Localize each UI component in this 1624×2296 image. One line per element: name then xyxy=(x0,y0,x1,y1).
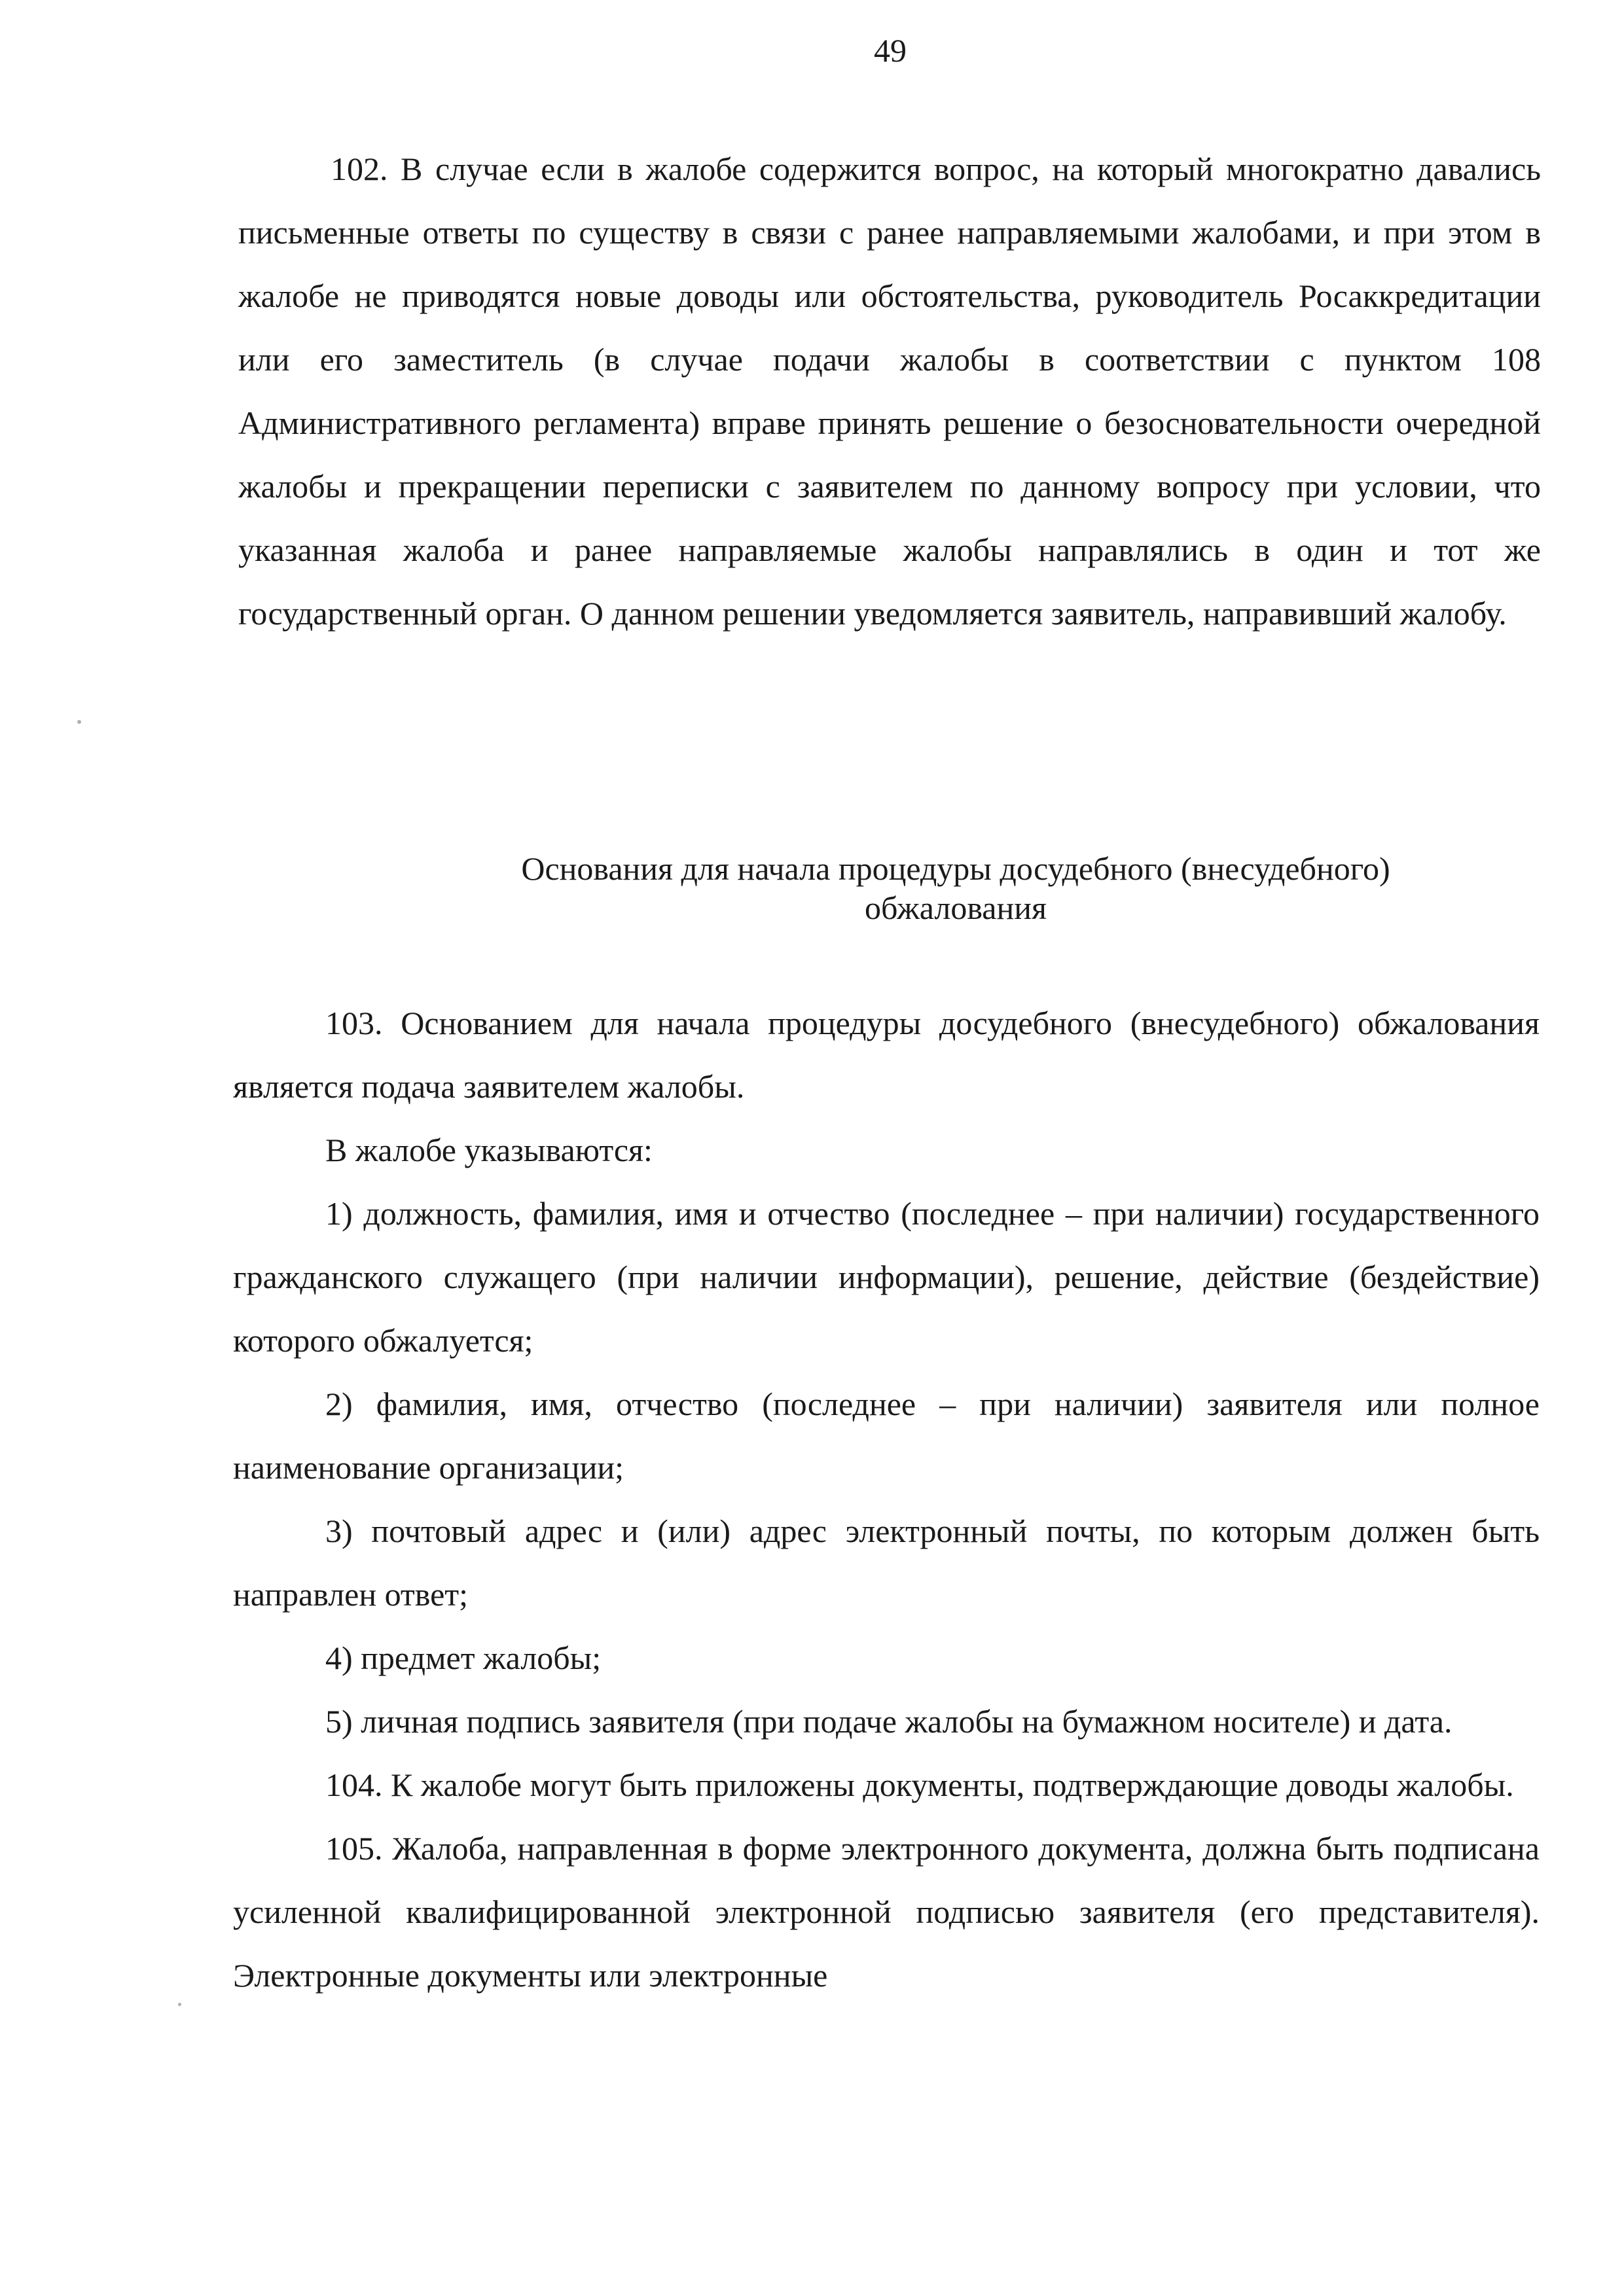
paragraph-complaint-contents-intro: В жалобе указываются: xyxy=(325,1132,653,1168)
section-heading-line1: Основания для начала процедуры досудебного (внесудебного) xyxy=(521,850,1390,887)
paragraph-block-102 xyxy=(238,137,1541,645)
list-item-2: 2) фамилия, имя, отчество (последнее – при наличии) заявителя или полное наименование организации; xyxy=(233,1386,1540,1486)
scan-speck xyxy=(77,720,81,724)
list-item-1: 1) должность, фамилия, имя и отчество (последнее – при наличии) государственного гражданского служащего (при наличии информации), решение, действие (бездействие) которого обжалуется; xyxy=(233,1195,1540,1359)
paragraph-103: 103. Основанием для начала процедуры досудебного (внесудебного) обжалования является подача заявителем жалобы. xyxy=(233,1005,1540,1105)
paragraph-104: 104. К жалобе могут быть приложены документы, подтверждающие доводы жалобы. xyxy=(325,1767,1514,1803)
section-heading-line2: обжалования xyxy=(865,889,1047,926)
paragraph-102: 102. В случае если в жалобе содержится вопрос, на который многократно давались письменные ответы по существу в связи с ранее направляемыми жалобами, и при этом в жалобе не приводятся новые доводы или обстоятельства, руководитель Росаккредитации или его заместитель (в случае подачи жалобы в соответствии с пунктом 108 Административного регламента) вправе принять решение о безосновательности очередной жалобы и прекращении переписки с заявителем по данному вопросу при условии, что указанная жалоба и ранее направляемые жалобы направлялись в один и тот же государственный орган. О данном решении уведомляется заявитель, направивший жалобу. xyxy=(238,151,1541,632)
page-number: 49 xyxy=(874,32,907,69)
list-item-4: 4) предмет жалобы; xyxy=(325,1640,602,1676)
paragraph-block-main xyxy=(233,992,1540,2007)
paragraph-105: 105. Жалоба, направленная в форме электронного документа, должна быть подписана усиленной квалифицированной электронной подписью заявителя (его представителя). Электронные документы или электронные xyxy=(233,1830,1540,1994)
scan-speck xyxy=(178,2003,181,2006)
list-item-5: 5) личная подпись заявителя (при подаче жалобы на бумажном носителе) и дата. xyxy=(325,1703,1453,1740)
section-heading xyxy=(353,849,1558,927)
list-item-3: 3) почтовый адрес и (или) адрес электронный почты, по которым должен быть направлен ответ; xyxy=(233,1513,1540,1613)
